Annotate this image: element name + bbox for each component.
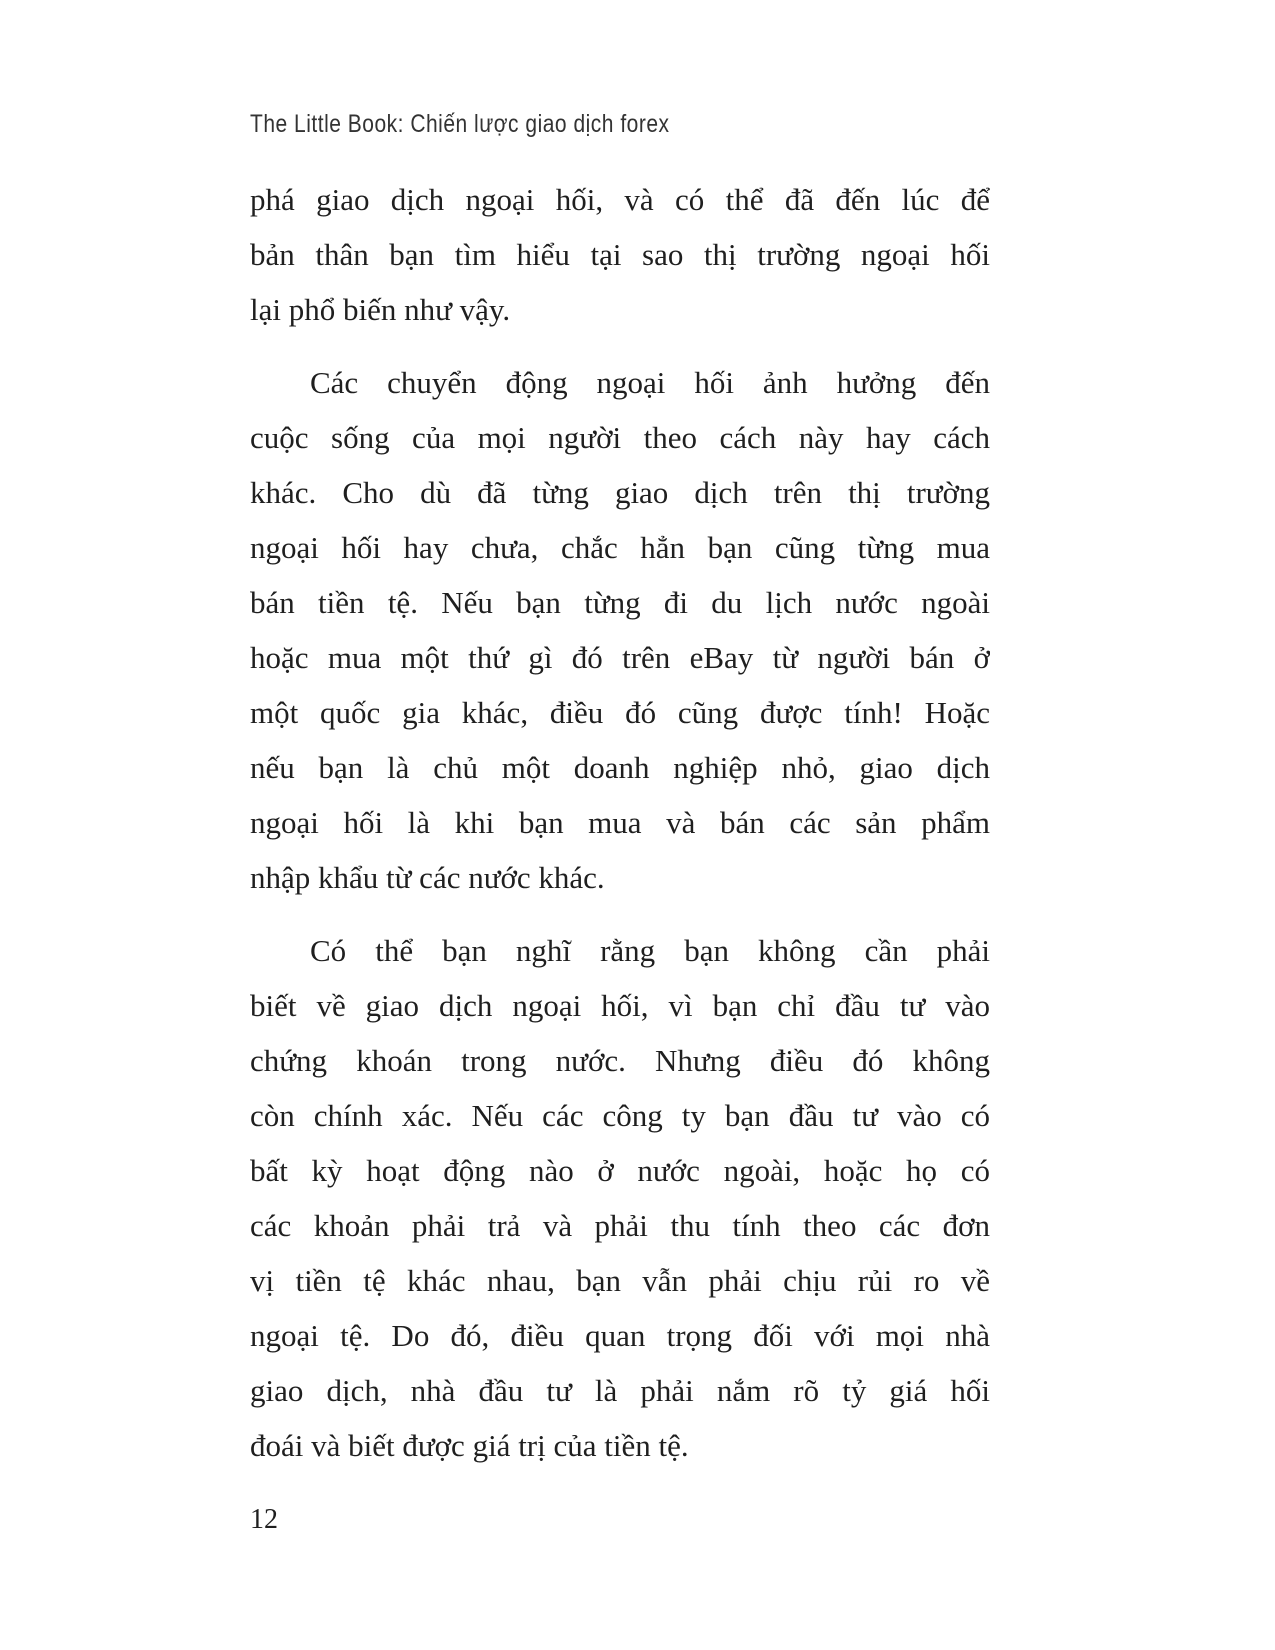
text-line: các khoản phải trả và phải thu tính theo các đơn <box>250 1208 990 1243</box>
text-line: ngoại tệ. Do đó, điều quan trọng đối với mọi nhà <box>250 1318 990 1353</box>
text-line: khác. Cho dù đã từng giao dịch trên thị trường <box>250 475 990 510</box>
body-text <box>250 172 990 1473</box>
text-line: còn chính xác. Nếu các công ty bạn đầu tư vào có <box>250 1098 990 1133</box>
text-line: bản thân bạn tìm hiểu tại sao thị trường ngoại hối <box>250 237 990 272</box>
text-line: nhập khẩu từ các nước khác. <box>250 860 605 895</box>
text-line: một quốc gia khác, điều đó cũng được tính! Hoặc <box>250 695 990 730</box>
text-line: cuộc sống của mọi người theo cách này hay cách <box>250 420 990 455</box>
text-line: nếu bạn là chủ một doanh nghiệp nhỏ, giao dịch <box>250 750 990 785</box>
paragraph <box>250 172 990 337</box>
text-line: phá giao dịch ngoại hối, và có thể đã đến lúc để <box>250 182 990 217</box>
text-line: giao dịch, nhà đầu tư là phải nắm rõ tỷ giá hối <box>250 1373 990 1408</box>
text-line: lại phổ biến như vậy. <box>250 292 511 327</box>
paragraph <box>250 923 990 1473</box>
text-line: hoặc mua một thứ gì đó trên eBay từ người bán ở <box>250 640 990 675</box>
text-line: ngoại hối hay chưa, chắc hẳn bạn cũng từng mua <box>250 530 990 565</box>
text-line: Các chuyển động ngoại hối ảnh hưởng đến <box>310 365 990 400</box>
text-line: Có thể bạn nghĩ rằng bạn không cần phải <box>310 933 990 968</box>
page-number: 12 <box>250 1504 278 1535</box>
text-line: bất kỳ hoạt động nào ở nước ngoài, hoặc họ có <box>250 1153 990 1188</box>
text-line: vị tiền tệ khác nhau, bạn vẫn phải chịu rủi ro về <box>250 1263 990 1298</box>
text-line: đoái và biết được giá trị của tiền tệ. <box>250 1428 689 1463</box>
text-line: ngoại hối là khi bạn mua và bán các sản phẩm <box>250 805 990 840</box>
text-line: biết về giao dịch ngoại hối, vì bạn chỉ đầu tư vào <box>250 988 990 1023</box>
running-header: The Little Book: Chiến lược giao dịch forex <box>250 110 670 138</box>
text-line: chứng khoán trong nước. Nhưng điều đó không <box>250 1043 990 1078</box>
paragraph <box>250 355 990 905</box>
text-line: bán tiền tệ. Nếu bạn từng đi du lịch nước ngoài <box>250 585 990 620</box>
